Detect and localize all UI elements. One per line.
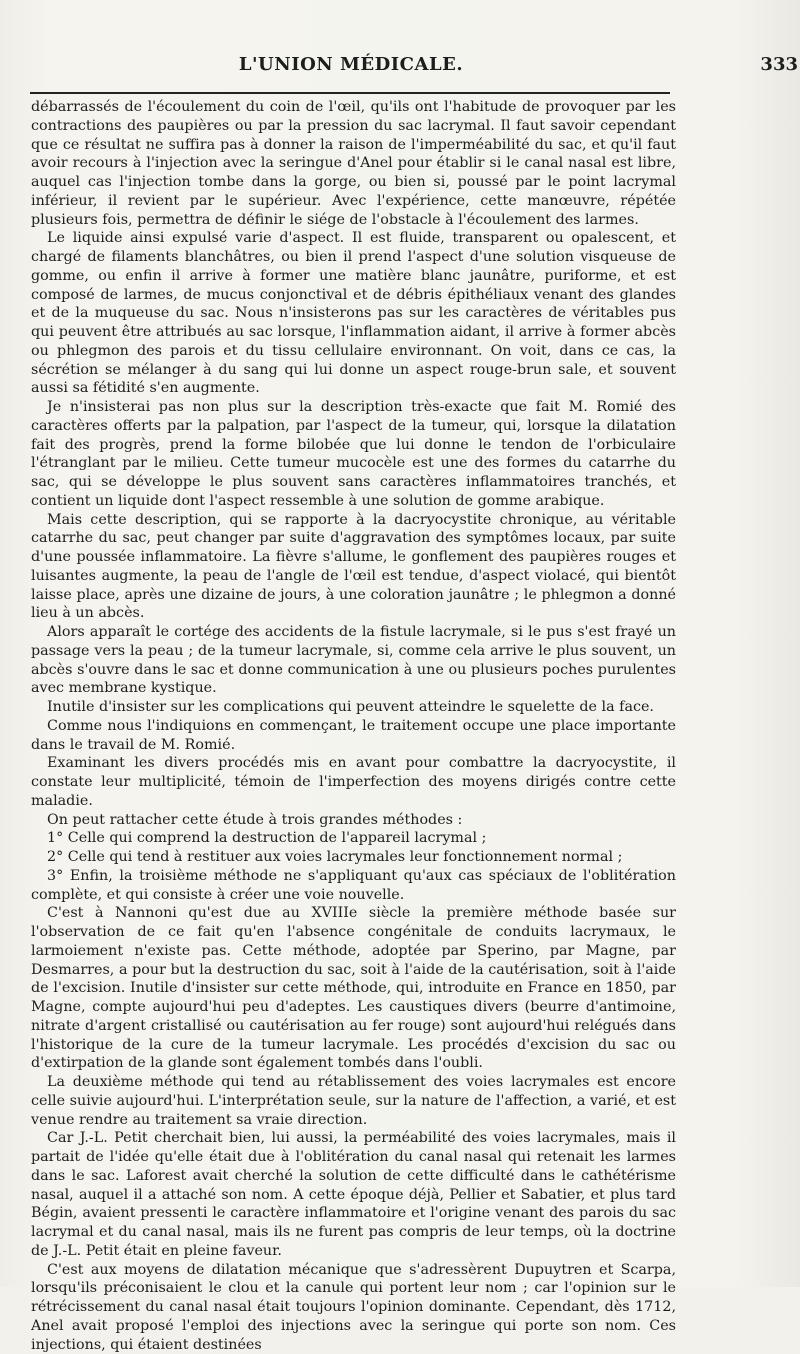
paragraph: débarrassés de l'écoulement du coin de l'œil, qu'ils ont l'habitude de provoquer par les contractions des paupières ou par la pression du sac lacrymal. Il faut savoir cependant que ce résultat ne suffira pas à donner la raison de l'imperméabilité du sac, et qu'il faut avoir recours à l'injection avec la seringue d'Anel pour établir si le canal nasal est libre, auquel cas l'injection tombe dans la gorge, ou bien si, poussé par le point lacrymal inférieur, il revient par le supérieur. Avec l'expérience, cette manœuvre, répétée plusieurs fois, permettra de définir le siége de l'obstacle à l'écoulement des larmes. xyxy=(31,98,676,229)
paragraph: Car J.-L. Petit cherchait bien, lui aussi, la perméabilité des voies lacrymales, mais il partait de l'idée qu'elle était due à l'oblitération du canal nasal qui retenait les larmes dans le sac. Laforest avait cherché la solution de cette difficulté dans le cathétérisme nasal, auquel il a attaché son nom. A cette époque déjà, Pellier et Sabatier, et plus tard Bégin, avaient pressenti le caractère inflammatoire et l'origine venant des parois du sac lacrymal et du canal nasal, mais ils ne furent pas compris de leur temps, où la doctrine de J.-L. Petit était en pleine faveur. xyxy=(31,1129,676,1260)
paragraph: C'est aux moyens de dilatation mécanique que s'adressèrent Dupuytren et Scarpa, lorsqu'ils préconisaient le clou et la canule qui portent leur nom ; car l'opinion sur le rétrécissement du canal nasal était toujours l'opinion dominante. Cependant, dès 1712, Anel avait proposé l'emploi des injections avec la seringue qui porte son nom. Ces injections, qui étaient destinées xyxy=(31,1261,676,1354)
paragraph: Comme nous l'indiquions en commençant, le traitement occupe une place importante dans le travail de M. Romié. xyxy=(31,717,676,755)
running-header xyxy=(30,50,672,80)
paragraph: Le liquide ainsi expulsé varie d'aspect. Il est fluide, transparent ou opalescent, et chargé de filaments blanchâtres, ou bien il prend l'aspect d'une solution visqueuse de gomme, ou enfin il arrive à former une matière blanc jaunâtre, puriforme, et est composé de larmes, de mucus conjonctival et de débris épithéliaux venant des glandes et de la muqueuse du sac. Nous n'insisterons pas sur les caractères de véritables pus qui peuvent être attribués au sac lorsque, l'inflammation aidant, il arrive à former abcès ou phlegmon des parois et du tissu cellulaire environnant. On voit, dans ce cas, la sécrétion se mélanger à du sang qui lui donne un aspect rouge-brun sale, et souvent aussi sa fétidité s'en augmente. xyxy=(31,229,676,398)
header-rule xyxy=(30,92,670,94)
page-number: 333 xyxy=(760,54,798,75)
list-item: 3° Enfin, la troisième méthode ne s'appliquant qu'aux cas spéciaux de l'oblitération complète, et qui consiste à créer une voie nouvelle. xyxy=(31,867,676,905)
paragraph: C'est à Nannoni qu'est due au XVIIIe siècle la première méthode basée sur l'observation de ce fait qu'en l'absence congénitale de conduits lacrymaux, le larmoiement n'existe pas. Cette méthode, adoptée par Sperino, par Magne, par Desmarres, a pour but la destruction du sac, soit à l'aide de la cautérisation, soit à l'aide de l'excision. Inutile d'insister sur cette méthode, qui, introduite en France en 1850, par Magne, compte aujourd'hui peu d'adeptes. Les caustiques divers (beurre d'antimoine, nitrate d'argent cristallisé ou cautérisation au fer rouge) sont aujourd'hui relégués dans l'historique de la cure de la tumeur lacrymale. Les procédés d'excision du sac ou d'extirpation de la glande sont également tombés dans l'oubli. xyxy=(31,904,676,1073)
list-item: 1° Celle qui comprend la destruction de l'appareil lacrymal ; xyxy=(31,829,676,848)
paragraph: Mais cette description, qui se rapporte à la dacryocystite chronique, au véritable catarrhe du sac, peut changer par suite d'aggravation des symptômes locaux, par suite d'une poussée inflammatoire. La fièvre s'allume, le gonflement des paupières rouges et luisantes augmente, la peau de l'angle de l'œil est tendue, d'aspect violacé, qui bientôt laisse place, après une dizaine de jours, à une coloration jaunâtre ; le phlegmon a donné lieu à un abcès. xyxy=(31,511,676,624)
paragraph: On peut rattacher cette étude à trois grandes méthodes : xyxy=(31,811,676,830)
paragraph: Examinant les divers procédés mis en avant pour combattre la dacryocystite, il constate leur multiplicité, témoin de l'imperfection des moyens dirigés contre cette maladie. xyxy=(31,754,676,810)
paragraph: Je n'insisterai pas non plus sur la description très-exacte que fait M. Romié des caractères offerts par la palpation, par l'aspect de la tumeur, qui, lorsque la dilatation fait des progrès, prend la forme bilobée que lui donne le tendon de l'orbiculaire l'étranglant par le milieu. Cette tumeur mucocèle est une des formes du catarrhe du sac, qui se développe le plus souvent sans caractères inflammatoires tranchés, et contient un liquide dont l'aspect ressemble à une solution de gomme arabique. xyxy=(31,398,676,511)
paragraph: Inutile d'insister sur les complications qui peuvent atteindre le squelette de la face. xyxy=(31,698,676,717)
article-body xyxy=(31,98,676,1354)
list-item: 2° Celle qui tend à restituer aux voies lacrymales leur fonctionnement normal ; xyxy=(31,848,676,867)
paragraph: La deuxième méthode qui tend au rétablissement des voies lacrymales est encore celle suivie aujourd'hui. L'interprétation seule, sur la nature de l'affection, a varié, et est venue rendre au traitement sa vraie direction. xyxy=(31,1073,676,1129)
paragraph: Alors apparaît le cortége des accidents de la fistule lacrymale, si le pus s'est frayé un passage vers la peau ; de la tumeur lacrymale, si, comme cela arrive le plus souvent, un abcès s'ouvre dans le sac et donne communication à une ou plusieurs poches purulentes avec membrane kystique. xyxy=(31,623,676,698)
journal-title: L'UNION MÉDICALE. xyxy=(30,54,672,75)
